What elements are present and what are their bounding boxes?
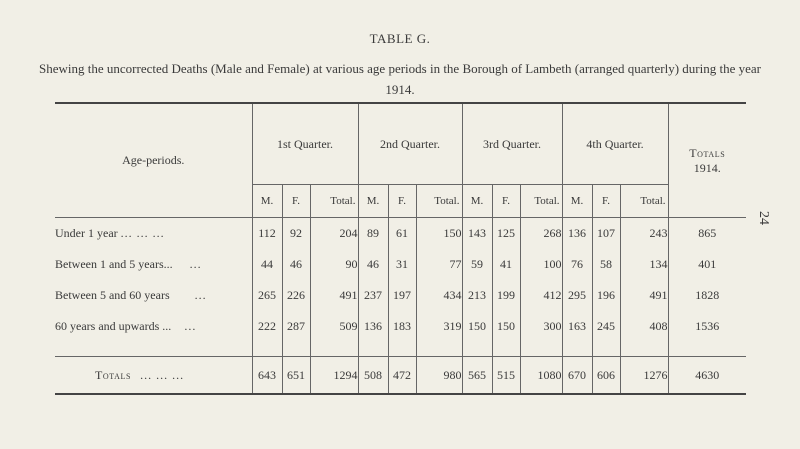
totals-label [55, 357, 252, 395]
cell: 319 [416, 311, 462, 342]
age-label [55, 311, 252, 342]
row-total: 1828 [668, 280, 746, 311]
cell: 125 [492, 218, 520, 250]
cell: 61 [388, 218, 416, 250]
table-title: TABLE G. [369, 31, 431, 46]
cell: 58 [592, 249, 620, 280]
sub-f: F. [492, 185, 520, 218]
cell: 143 [462, 218, 492, 250]
cell: 670 [562, 357, 592, 395]
cell: 197 [388, 280, 416, 311]
cell: 89 [358, 218, 388, 250]
cell: 100 [520, 249, 562, 280]
leader-dots: ... [189, 257, 202, 271]
cell: 491 [310, 280, 358, 311]
row-total: 1536 [668, 311, 746, 342]
age-text: Between 5 and 60 years [55, 288, 170, 302]
age-periods-header: Age-periods. [122, 153, 185, 167]
cell: 213 [462, 280, 492, 311]
leader-dots: ... ... ... [140, 367, 185, 382]
sub-m: M. [562, 185, 592, 218]
totals-header-label: Totals [689, 145, 726, 160]
cell: 136 [358, 311, 388, 342]
leader-dots: ... ... ... [120, 226, 165, 240]
cell: 92 [282, 218, 310, 250]
cell: 1294 [310, 357, 358, 395]
cell: 606 [592, 357, 620, 395]
cell: 491 [620, 280, 668, 311]
sub-total: Total. [416, 185, 462, 218]
cell: 41 [492, 249, 520, 280]
table-caption: Shewing the uncorrected Deaths (Male and Female) at various age periods in the Borough of Lambeth (arranged quarterly) during the year 1914. [39, 61, 761, 97]
quarter-header-1: 1st Quarter. [252, 103, 358, 185]
cell: 222 [252, 311, 282, 342]
sub-m: M. [462, 185, 492, 218]
sub-m: M. [252, 185, 282, 218]
cell: 472 [388, 357, 416, 395]
cell: 1080 [520, 357, 562, 395]
spacer-row [55, 342, 746, 357]
cell: 150 [462, 311, 492, 342]
age-text: 60 years and upwards ... [55, 319, 172, 333]
cell: 434 [416, 280, 462, 311]
leader-dots: ... [194, 288, 207, 302]
cell: 295 [562, 280, 592, 311]
sub-f: F. [592, 185, 620, 218]
cell: 268 [520, 218, 562, 250]
sub-total: Total. [520, 185, 562, 218]
quarter-header-4: 4th Quarter. [562, 103, 668, 185]
sub-total: Total. [620, 185, 668, 218]
cell: 565 [462, 357, 492, 395]
age-label [55, 280, 252, 311]
cell: 59 [462, 249, 492, 280]
cell: 31 [388, 249, 416, 280]
table-row [55, 311, 746, 342]
cell: 245 [592, 311, 620, 342]
cell: 77 [416, 249, 462, 280]
cell: 196 [592, 280, 620, 311]
totals-text: Totals [95, 367, 132, 382]
cell: 1276 [620, 357, 668, 395]
cell: 237 [358, 280, 388, 311]
cell: 509 [310, 311, 358, 342]
deaths-table [55, 102, 746, 395]
cell: 46 [358, 249, 388, 280]
cell: 76 [562, 249, 592, 280]
cell: 150 [416, 218, 462, 250]
cell: 643 [252, 357, 282, 395]
sub-m: M. [358, 185, 388, 218]
cell: 243 [620, 218, 668, 250]
cell: 515 [492, 357, 520, 395]
cell: 90 [310, 249, 358, 280]
age-label [55, 218, 252, 250]
cell: 136 [562, 218, 592, 250]
totals-row [55, 357, 746, 395]
totals-header [668, 103, 746, 218]
sub-f: F. [282, 185, 310, 218]
cell: 265 [252, 280, 282, 311]
cell: 300 [520, 311, 562, 342]
quarter-header-3: 3rd Quarter. [462, 103, 562, 185]
cell: 44 [252, 249, 282, 280]
quarter-header-2: 2nd Quarter. [358, 103, 462, 185]
cell: 226 [282, 280, 310, 311]
cell: 112 [252, 218, 282, 250]
cell: 183 [388, 311, 416, 342]
page-number: 24 [756, 211, 771, 225]
cell: 651 [282, 357, 310, 395]
cell: 134 [620, 249, 668, 280]
cell: 107 [592, 218, 620, 250]
cell: 46 [282, 249, 310, 280]
table-row [55, 218, 746, 250]
cell: 412 [520, 280, 562, 311]
row-total: 401 [668, 249, 746, 280]
cell: 980 [416, 357, 462, 395]
table-row [55, 280, 746, 311]
cell: 150 [492, 311, 520, 342]
row-total: 865 [668, 218, 746, 250]
sub-f: F. [388, 185, 416, 218]
age-text: Between 1 and 5 years... [55, 257, 173, 271]
cell: 287 [282, 311, 310, 342]
age-text: Under 1 year [55, 226, 118, 240]
age-label [55, 249, 252, 280]
cell: 204 [310, 218, 358, 250]
sub-total: Total. [310, 185, 358, 218]
cell: 163 [562, 311, 592, 342]
table-row [55, 249, 746, 280]
cell: 508 [358, 357, 388, 395]
cell: 408 [620, 311, 668, 342]
totals-header-year: 1914. [693, 160, 721, 175]
grand-total: 4630 [668, 357, 746, 395]
cell: 199 [492, 280, 520, 311]
leader-dots: ... [184, 319, 197, 333]
